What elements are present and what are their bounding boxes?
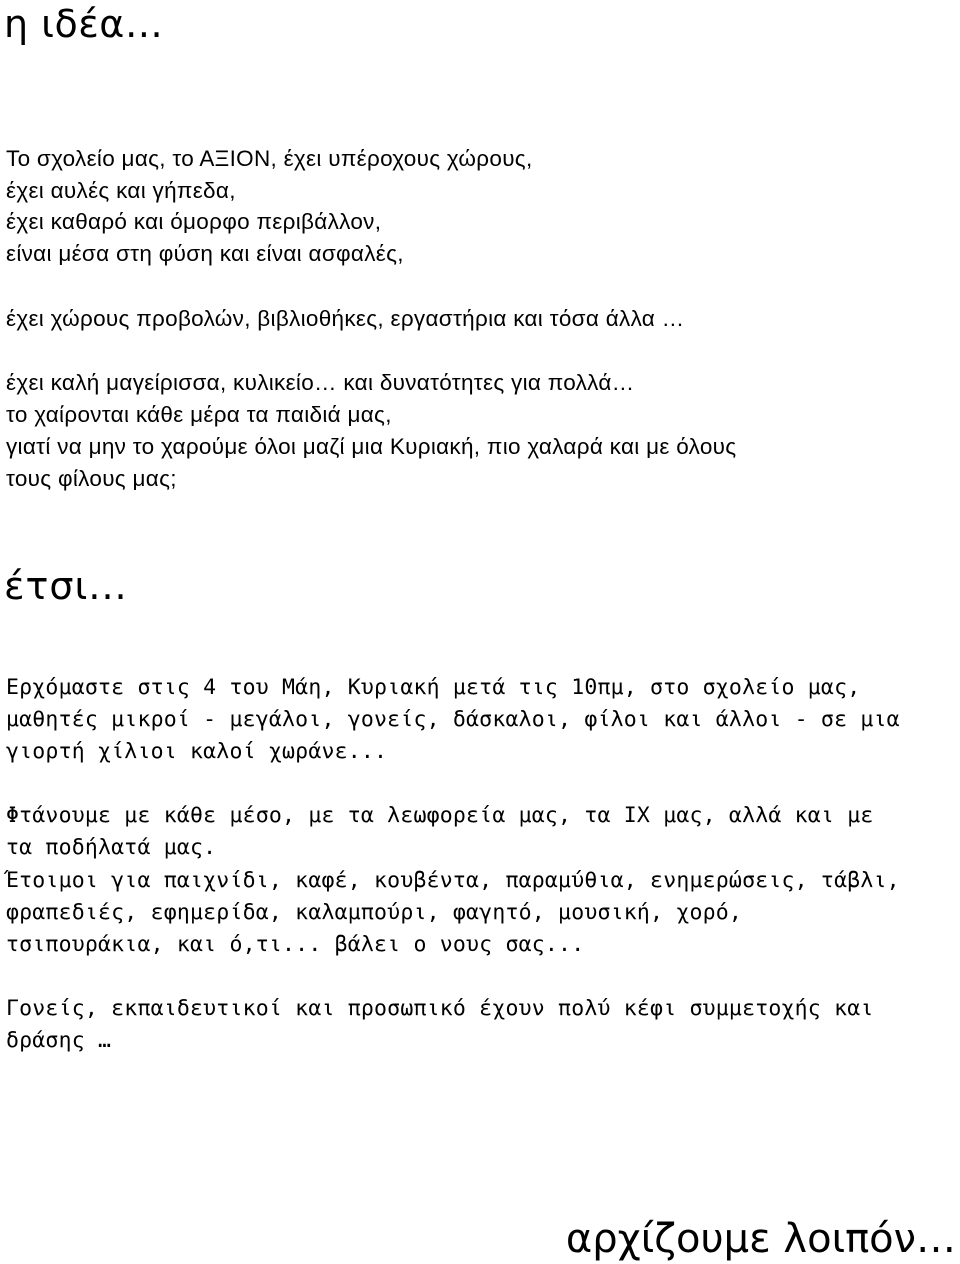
- section-heading-etsi: έτσι...: [4, 564, 128, 608]
- event-line: Έτοιμοι για παιχνίδι, καφέ, κουβέντα, παραμύθια, ενημερώσεις, τάβλι,: [6, 868, 900, 893]
- intro-line: το χαίρονται κάθε μέρα τα παιδιά μας,: [6, 402, 392, 427]
- event-line: δράσης …: [6, 1028, 112, 1053]
- intro-line: έχει αυλές και γήπεδα,: [6, 178, 236, 203]
- intro-line: Το σχολείο μας, το ΑΞΙΟΝ, έχει υπέροχους χώρους,: [6, 146, 533, 171]
- event-line: Φτάνουμε με κάθε μέσο, με τα λεωφορεία μας, τα ΙΧ μας, αλλά και με: [6, 803, 874, 828]
- event-line: φραπεδιές, εφημερίδα, καλαμπούρι, φαγητό, μουσική, χορό,: [6, 900, 743, 925]
- page-title: η ιδέα…: [4, 2, 164, 46]
- event-line: μαθητές μικροί - μεγάλοι, γονείς, δάσκαλοι, φίλοι και άλλοι - σε μια: [6, 707, 900, 732]
- intro-line: έχει χώρους προβολών, βιβλιοθήκες, εργαστήρια και τόσα άλλα …: [6, 306, 685, 331]
- closing-line: αρχίζουμε λοιπόν…: [565, 1216, 956, 1262]
- event-line: Ερχόμαστε στις 4 του Μάη, Κυριακή μετά τις 10πμ, στο σχολείο μας,: [6, 675, 861, 700]
- intro-line: έχει καλή μαγείρισσα, κυλικείο… και δυνατότητες για πολλά…: [6, 370, 635, 395]
- intro-line: τους φίλους μας;: [6, 466, 177, 491]
- intro-line: έχει καθαρό και όμορφο περιβάλλον,: [6, 209, 382, 234]
- event-line: τσιπουράκια, και ό,τι... βάλει ο νους σας...: [6, 932, 585, 957]
- intro-line: γιατί να μην το χαρούμε όλοι μαζί μια Κυριακή, πιο χαλαρά και με όλους: [6, 434, 737, 459]
- event-line: γιορτή χίλιοι καλοί χωράνε...: [6, 739, 388, 764]
- intro-line: είναι μέσα στη φύση και είναι ασφαλές,: [6, 241, 404, 266]
- event-line: τα ποδήλατά μας.: [6, 835, 217, 860]
- event-line: Γονείς, εκπαιδευτικοί και προσωπικό έχουν πολύ κέφι συμμετοχής και: [6, 996, 874, 1021]
